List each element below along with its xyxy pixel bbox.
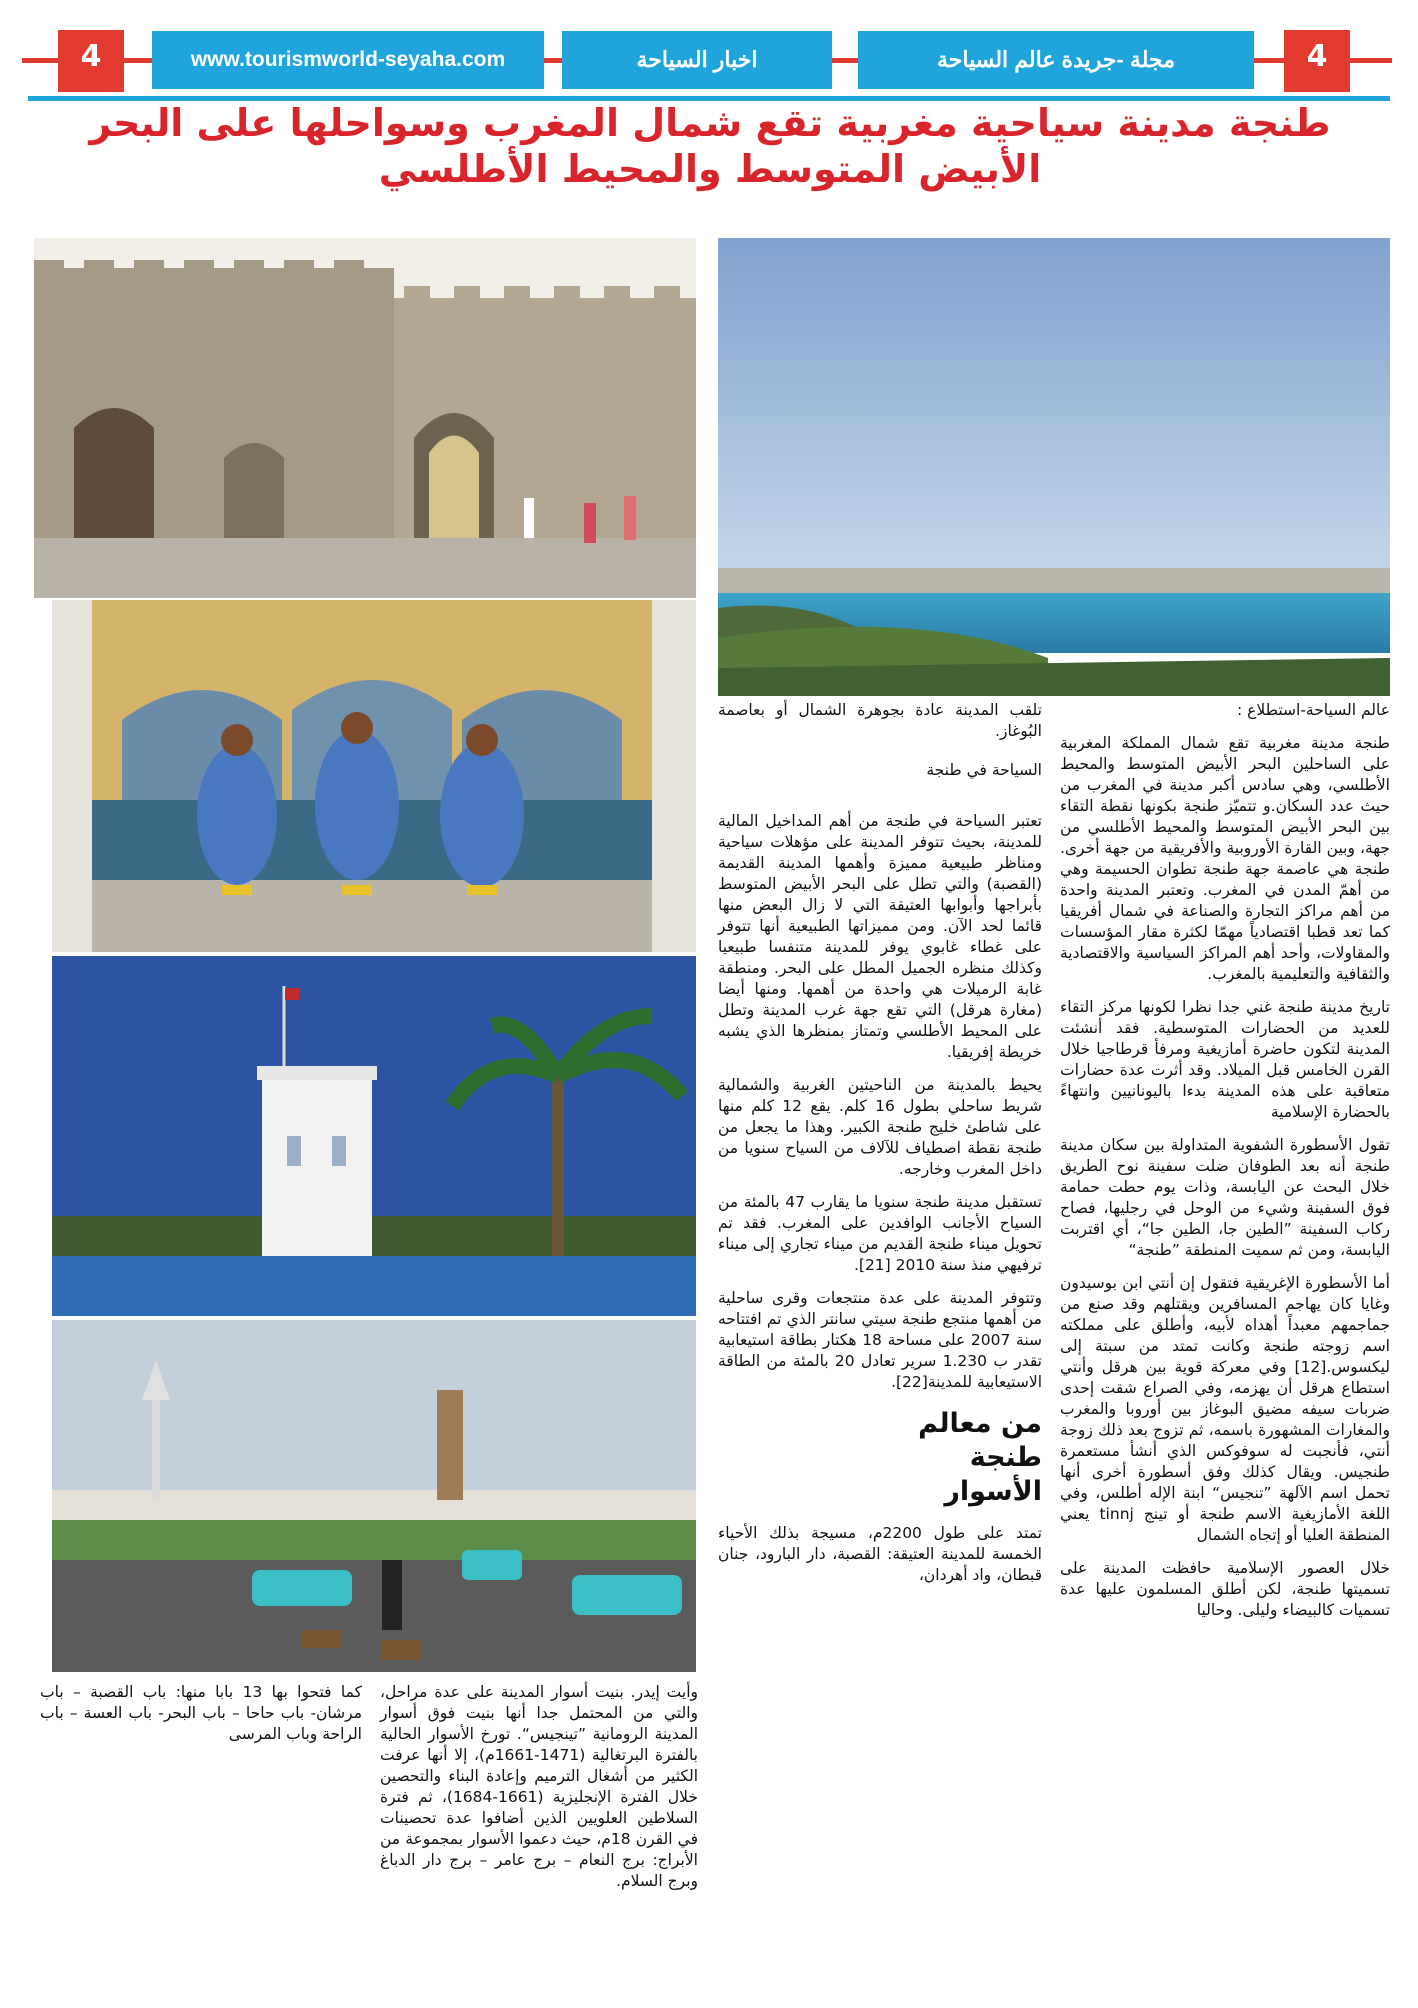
paragraph-nickname: تلقب المدينة عادة بجوهرة الشمال أو بعاصمة البُوغاز. [718, 701, 1042, 740]
paragraph-coast: يحيط بالمدينة من الناحيتين الغربية والشمالية شريط ساحلي بطول 16 كلم. يقع 12 كلم منها على شاطئ خليج طنجة الكبير. وهذا ما يجعل من طنجة نقطة اصطياف للآلاف من السياح سنويا من داخل المغرب وخارجه. [718, 1076, 1042, 1178]
header-publication: مجلة -جريدة عالم السياحة [858, 31, 1254, 89]
byline: عالم السياحة-استطلاع : [1236, 701, 1390, 719]
header-red-line-left [22, 58, 58, 63]
header-red-line-far-right [1350, 58, 1392, 63]
header-red-line-mid [544, 58, 562, 63]
header-website[interactable]: www.tourismworld-seyaha.com [152, 31, 544, 89]
paragraph-walls: تمتد على طول 2200م، مسيجة بذلك الأحياء الخمسة للمدينة العتيقة: القصبة، دار البارود، جنان قبطان، واد أهردان، [718, 1524, 1043, 1584]
page-number-left: 4 [58, 30, 124, 92]
headline: طنجة مدينة سياحية مغربية تقع شمال المغرب وسواحلها على البحر الأبيض المتوسط والمحيط الأطلسي [89, 101, 1331, 191]
paragraph-walls-history: وأيت إيدر. بنيت أسوار المدينة على عدة مراحل، والتي من المحتمل جدا أنها بنيت فوق أسوار المدينة الرومانية ”تينجيس“. تورخ الأسوار الحالية بالفترة البرتغالية (1471-1661م)، إلا أنها عرفت الكثير من أشغال الترميم وإعادة البناء والتحصين خلال الفترة الإنجليزية (1661-1684)، ثم فترة السلاطين العلويين الذين أضافوا عدة تحصينات في القرن 18م، حيث دعموا الأسوار بمجموعة من الأبراج: برج النعام – برج عامر – برج دار الدباغ وبرج السلام. [380, 1683, 698, 1890]
page-number-right: 4 [1284, 30, 1350, 92]
paragraph-history: تاريخ مدينة طنجة غني جدا نظرا لكونها مركز التقاء للعديد من الحضارات المتوسطية. فقد أنشئت المدينة لتكون حاضرة أمازيغية ومرفأ قرطاجيا خلال القرن الخامس قبل الميلاد. وقد أثرت عدة حضارات متعاقبة على هذه المدينة بدءا باليونانيين وانتهاءً بالحضارة الإسلامية [1060, 998, 1390, 1121]
paragraph-port: تستقبل مدينة طنجة سنويا ما يقارب 47 بالمئة من السياح الأجانب الوافدين على المغرب. فقد تم تحويل ميناء طنجة القديم من ميناء تجاري إلى ميناء ترفيهي منذ سنة 2010 [21]. [718, 1193, 1042, 1274]
header-red-line-mid-right [832, 58, 858, 63]
tangier-bay-photo [718, 238, 1390, 696]
column-3 [380, 1682, 698, 1982]
header-section: اخبار السياحة [562, 31, 832, 89]
paragraph-greek-legend: أما الأسطورة الإغريقية فتقول إن أنتي ابن بوسيدون وغايا كان يهاجم المسافرين ويقتلهم وقد صنع من جماجمهم معبداً أهداه لأبيه، وأطلق على مملكته اسم زوجته طنجة وكانت تمتد من سبتة إلى ليكسوس.[12] وفي معركة قوية بين هرقل وأنتي استطاع هرقل أن يهزمه، وفي الصراع شقت إحدى ضربات سيفه مضيق البوغاز بين أوروبا والمغرب والمغارات المشهورة باسمه، ثم تزوج بعد ذلك زوجة أنتي، فأنجبت له سوفوكس الذي أنشأ مستعمرة طنجيس. ويقال كذلك وفق أسطورة أخرى أنها تحمل اسم الآلهة ”تنجيس“ ابنة الإله أطلس، وفي اللغة الأمازيغية الاسم طنجة أو تينج tinnj يعني المنطقة العليا أو إتجاه الشمال [1060, 1274, 1390, 1544]
paragraph-intro: طنجة مدينة مغربية تقع شمال المملكة المغربية على الساحلين البحر الأبيض المتوسط والمحيط الأطلسي، وهي سادس أكبر مدينة في المغرب من حيث عدد السكان.و تتميّز طنجة بكونها نقطة التقاء بين البحر الأبيض المتوسط والمحيط الأطلسي من جهة، وبين القارة الأوروبية والأفريقية من جهة أخرى. طنجة هي عاصمة جهة طنجة تطوان الحسيمة وهي من أهمّ المدن في المغرب. وتعتبر المدينة واحدة من أهم مراكز التجارة والصناعة في شمال أفريقيا كما تعد قطبا اقتصادياً مهمّا لكثرة مقار المؤسسات والمقاولات، وأحد أهم المراكز السياسية والاقتصادية والثقافية والتعليمية بالمغرب. [1060, 734, 1390, 983]
minaret-palm-photo [52, 956, 696, 1316]
heading-tourism: السياحة في طنجة [926, 761, 1042, 779]
paragraph-gates: كما فتحوا بها 13 بابا منها: باب القصبة – باب مرشان- باب حاحا – باب البحر- باب العسة – باب الراحة وباب المرسى [40, 1683, 362, 1743]
subheading-walls: من معالم طنجة الأسوار [918, 1408, 1042, 1507]
kasbah-gate-photo [34, 238, 696, 598]
header-red-line-right [1254, 58, 1284, 63]
paragraph-tourism: تعتبر السياحة في طنجة من أهم المداخيل المالية للمدينة، بحيث تتوفر المدينة على مؤهلات سياحية ومناظر طبيعية مميزة وأهمها المدينة القديمة (القصبة) والتي تطل على البحر الأبيض المتوسط بأبراجها وأبوابها العتيقة التي لا زال البعض منها قائما لحد الآن. ومن مميزاتها الطبيعية أنها تتوفر على غطاء غابوي يوفر للمدينة متنفسا طبيعيا وكذلك منظره الجميل المطل على البحر. ومنطقة غابة الرميلات هي واحدة من أهمها. ومنها أيضا (مغارة هرقل) التي تقع جهة غرب المدينة وتطل على المحيط الأطلسي وتمتاز بمنظرها الذي يشبه خريطة إفريقيا. [718, 812, 1042, 1061]
header-red-line-mid-left [124, 58, 152, 63]
paragraph-islamic-era: خلال العصور الإسلامية حافظت المدينة على تسميتها طنجة، لكن أطلق المسلمون عليها عدة تسميات كالبيضاء وليلى. وحاليا [1060, 1559, 1390, 1619]
gnawa-musicians-photo [52, 600, 696, 952]
column-2 [718, 700, 1042, 1985]
column-1 [1060, 700, 1390, 1985]
paragraph-oral-legend: تقول الأسطورة الشفوية المتداولة بين سكان مدينة طنجة أنه بعد الطوفان ضلت سفينة نوح الطريق خلال البحث عن اليابسة، وذات يوم حطت حمامة فوق السفينة وشيء من الوحل في رجليها، فصاح ركاب السفينة ”الطين جا، الطين جا“، أي اقتربت اليابسة، ومن ثم سميت المنطقة ”طنجة“ [1060, 1136, 1390, 1259]
paragraph-resorts: وتتوفر المدينة على عدة منتجعات وقرى ساحلية من أهمها منتجع طنجة سيتي سانتر الذي تم افتتاحه سنة 2007 على مساحة 18 هكتار بطاقة استيعابية تقدر ب 1.230 سرير تعادل 20 بالمئة من الطاقة الاستيعابية للمدينة[22]. [718, 1289, 1042, 1391]
column-4 [40, 1682, 362, 1982]
grand-socco-square-photo [52, 1320, 696, 1672]
